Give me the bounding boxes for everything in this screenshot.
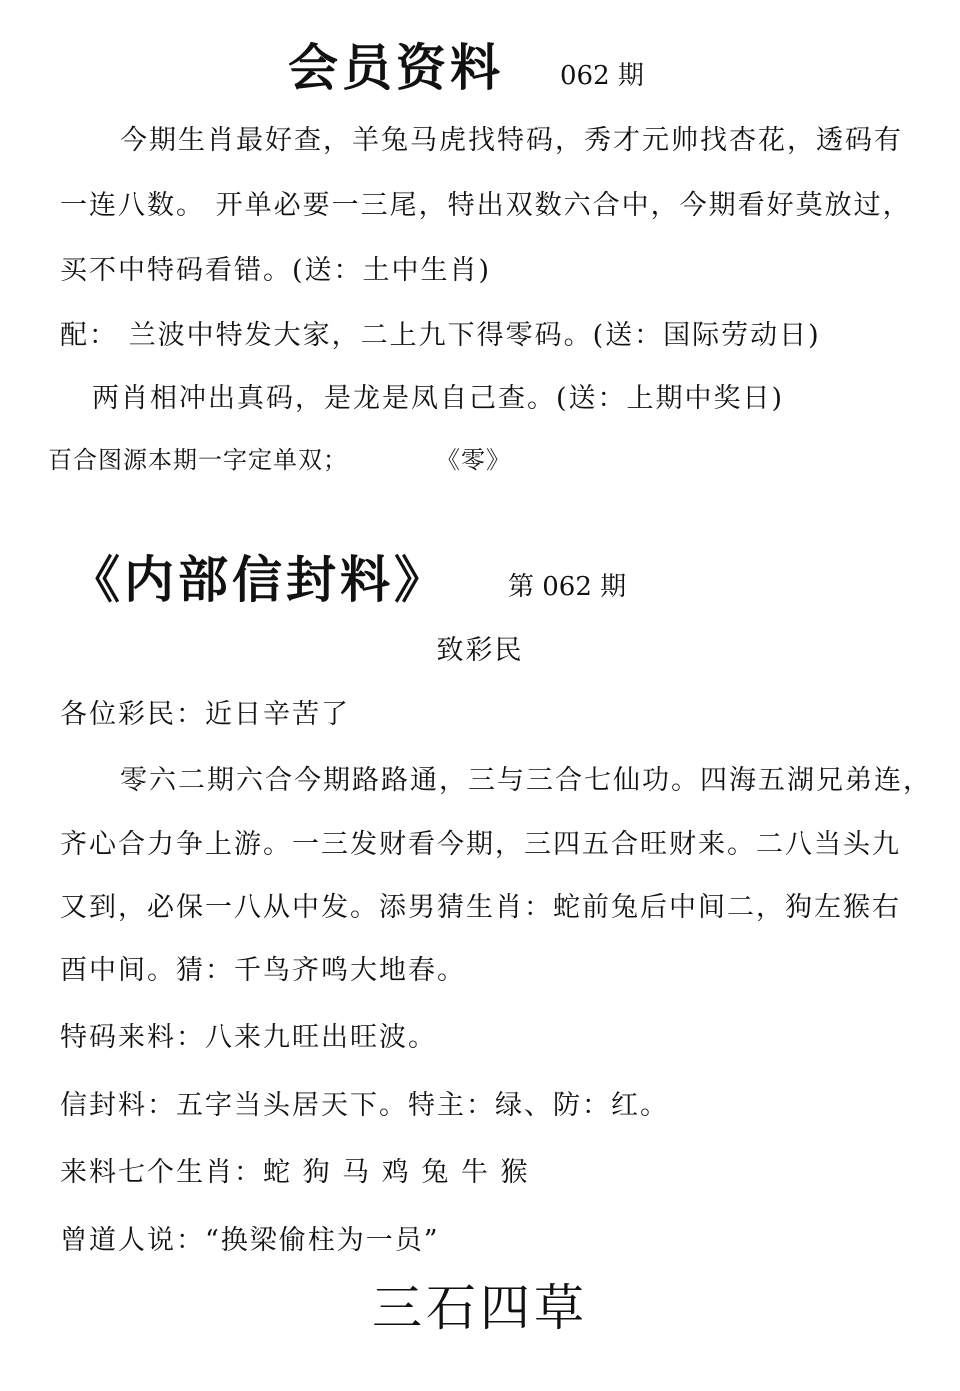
member-info-line-1: 今期生肖最好查，羊兔马虎找特码，秀才元帅找杏花，透码有 [120,125,903,156]
envelope-title: 《内部信封料》 [70,550,448,609]
envelope-line-1: 零六二期六合今期路路通，三与三合七仙功。四海五湖兄弟连， [120,765,932,796]
envelope-line-2: 齐心合力争上游。一三发财看今期，三四五合旺财来。二八当头九 [60,829,901,860]
tema-line: 特码来料：八来九旺出旺波。 [60,1022,437,1053]
pei-line: 配： 兰波中特发大家，二上九下得零码。(送：国际劳动日) [60,320,821,351]
member-info-line-3: 买不中特码看错。(送：土中生肖) [60,255,492,286]
footer-riddle: 三石四草 [372,1279,588,1337]
baihe-label: 百合图源本期一字定单双； [48,446,348,474]
liang-xiao-line: 两肖相冲出真码，是龙是凤自己查。(送：上期中奖日) [92,383,785,414]
envelope-subtitle: 致彩民 [436,635,524,666]
xinfeng-line: 信封料：五字当头居天下。特主：绿、防：红。 [60,1090,669,1121]
envelope-period: 第 062 期 [508,572,627,602]
laoliao-line: 来料七个生肖：蛇 狗 马 鸡 兔 牛 猴 [60,1157,530,1188]
member-info-line-2: 一连八数。 开单必要一三尾，特出双数六合中，今期看好莫放过， [60,190,912,221]
baihe-value: 《零》 [436,446,511,474]
member-info-period: 062 期 [560,61,644,91]
envelope-line-4: 酉中间。猜：千鸟齐鸣大地春。 [60,955,466,986]
greeting: 各位彩民：近日辛苦了 [60,699,350,730]
zengdao-line: 曾道人说：“换梁偷柱为一员” [60,1225,440,1256]
envelope-line-3: 又到，必保一八从中发。添男猜生肖：蛇前兔后中间二，狗左猴右 [60,892,901,923]
member-info-title: 会员资料 [288,38,504,97]
